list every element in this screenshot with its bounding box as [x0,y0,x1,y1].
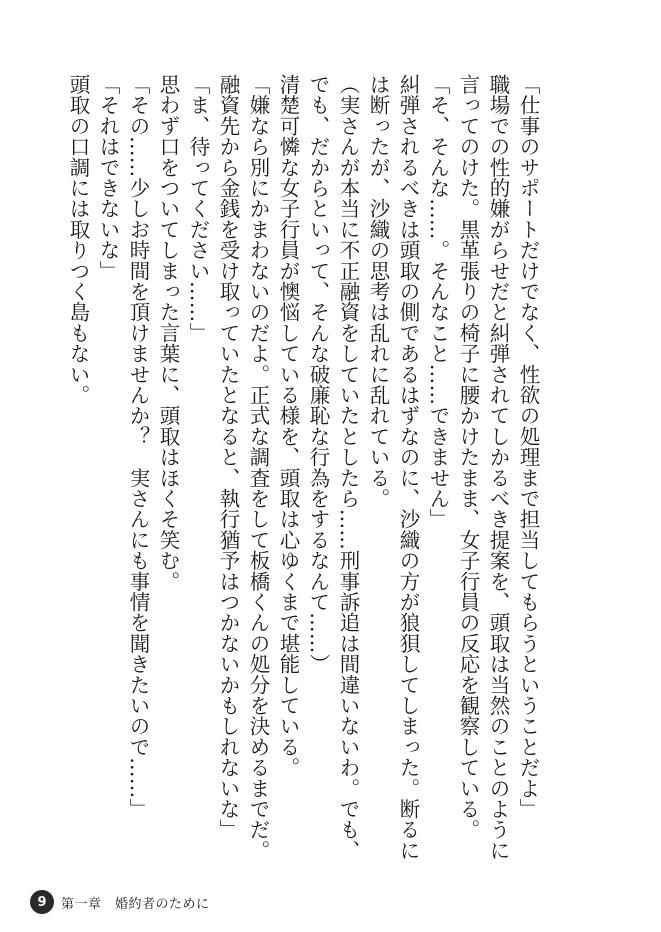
paragraph: 「その……少しお時間を頂けませんか？ 実さんにも事情を聞きたいので……」 [126,74,150,820]
paragraph: 「そ、そんな……。そんなこと……できません」 [426,74,450,530]
paragraph: 「嫌なら別にかまわないのだよ。正式な調査をして板橋くんの処分を決めるまでだ。融資先から金銭を受け取っていたとなると、執行猶予はつかないかもしれないな」 [216,74,270,861]
paragraph: 思わず口をついてしまった言葉に、頭取はほくそ笑む。 [156,74,180,592]
page-number-badge: 9 [30,890,54,914]
paragraph: （実さんが本当に不正融資をしていたとしたら……刑事訴追は間違いないわ。でも、でも、だからといって、そんな破廉恥な行為をするなんて……） [306,74,360,861]
paragraph: 清楚可憐な女子行員が懊悩している様を、頭取は心ゆくまで堪能している。 [276,74,300,778]
paragraph: 糾弾されるべきは頭取の側であるはずなのに、沙織の方が狼狽してしまった。断るには断ったが、沙織の思考は乱れに乱れている。 [366,74,420,861]
paragraph: 頭取の口調には取りつく島もない。 [66,74,90,406]
body-text [66,74,543,874]
chapter-title: 第一章 婚約者のために [61,896,210,912]
page-footer [30,887,210,917]
paragraph: 「ま、待ってください……」 [186,74,210,344]
paragraph: 職場での性的嫌がらせだと糾弾されてしかるべき提案を、頭取は当然のことのように言ってのけた。黒革張りの椅子に腰かけたまま、女子行員の反応を観察している。 [456,74,510,861]
paragraph: 「それはできないな」 [96,74,120,281]
paragraph: 「仕事のサポートだけでなく、性欲の処理まで担当してもらうということだよ」 [516,74,540,820]
